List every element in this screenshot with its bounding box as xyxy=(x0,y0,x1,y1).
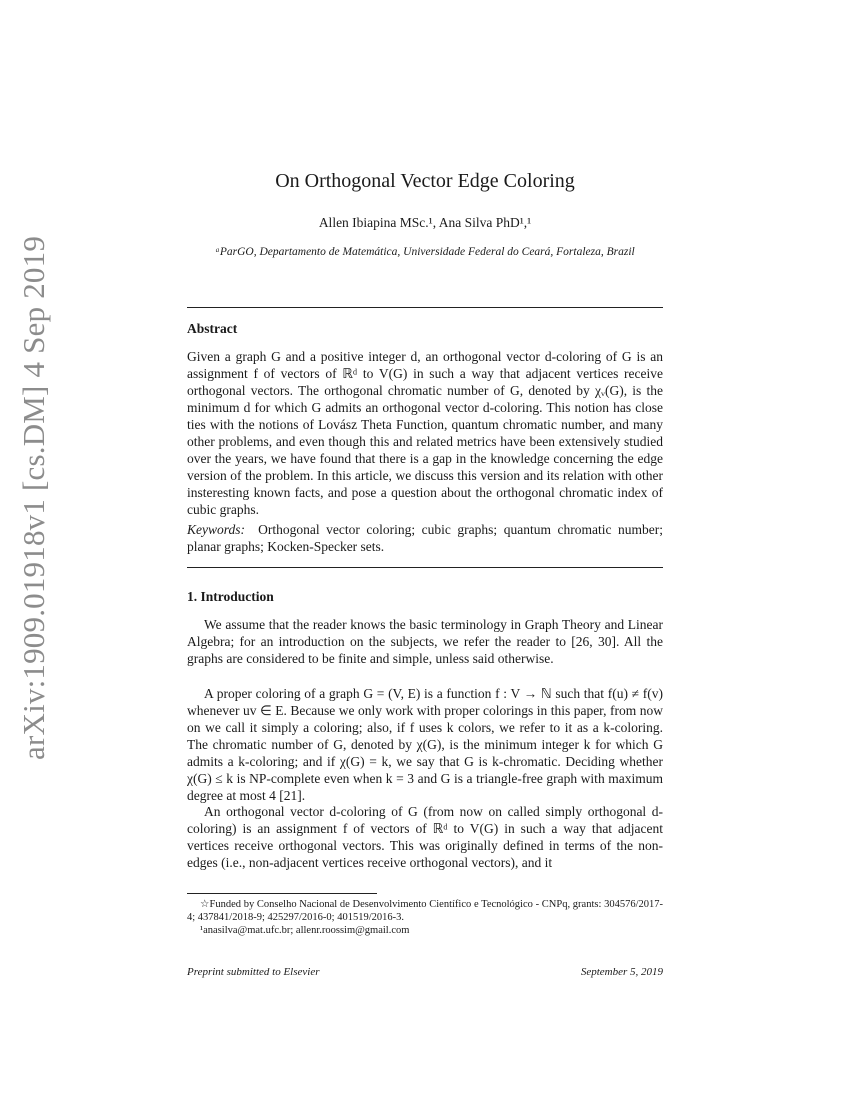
email-footnote: ¹anasilva@mat.ufc.br; allenr.roossim@gmail.com xyxy=(200,925,410,936)
abstract-bottom-rule xyxy=(187,567,663,568)
intro-paragraph-2: A proper coloring of a graph G = (V, E) is a function f : V → ℕ such that f(u) ≠ f(v) whenever uv ∈ E. Because we only work with proper colorings in this paper, from now on we call it simply a coloring; also, if f uses k colors, we refer to it as a k-coloring. The chromatic number of G, denoted by χ(G), is the minimum integer k for which G admits a k-coloring; and if χ(G) = k, we say that G is k-chromatic. Deciding whether χ(G) ≤ k is NP-complete even when k = 3 and G is a triangle-free graph with maximum degree at most 4 [21]. xyxy=(187,686,663,803)
intro-paragraph-3: An orthogonal vector d-coloring of G (from now on called simply orthogonal d-coloring) is an assignment f of vectors of ℝᵈ to V(G) in such a way that adjacent vertices receive orthogonal vectors. This was originally defined in terms of the non-edges (i.e., non-adjacent vertices receive orthogonal vectors), and it xyxy=(187,804,663,870)
abstract-text: Given a graph G and a positive integer d, an orthogonal vector d-coloring of G is an assignment f of vectors of ℝᵈ to V(G) in such a way that adjacent vertices receive orthogonal vectors. The orthogonal chromatic number of G, denoted by χᵥ(G), is the minimum d for which G admits an orthogonal vector d-coloring. This notion has close ties with the notions of Lovász Theta Function, quantum chromatic number, and many other problems, and even though this and related metrics have been extensively studied over the years, we have found that there is a gap in the knowledge concerning the edge version of the problem. In this article, we discuss this version and its relation with other insteresting known facts, and pose a question about the orthogonal chromatic index of cubic graphs. xyxy=(187,349,663,517)
intro-paragraph-1: We assume that the reader knows the basic terminology in Graph Theory and Linear Algebra; for an introduction on the subjects, we refer the reader to [26, 30]. All the graphs are considered to be finite and simple, unless said otherwise. xyxy=(187,617,663,666)
introduction-heading: 1. Introduction xyxy=(187,589,274,604)
abstract-heading: Abstract xyxy=(187,321,238,336)
funding-footnote: ☆Funded by Conselho Nacional de Desenvolvimento Científico e Tecnológico - CNPq, grants: 304576/2017-4; 437841/2018-9; 425297/2016-0; 401519/2016-3. xyxy=(187,899,663,923)
keywords-label: Keywords: xyxy=(187,522,245,537)
footer-preprint-note: Preprint submitted to Elsevier xyxy=(187,966,320,978)
footnote-rule xyxy=(187,893,377,894)
abstract-top-rule xyxy=(187,307,663,308)
footer-date: September 5, 2019 xyxy=(580,966,663,978)
paper-title: On Orthogonal Vector Edge Coloring xyxy=(275,170,575,192)
author-list: Allen Ibiapina MSc.¹, Ana Silva PhD¹,¹ xyxy=(318,215,532,230)
arxiv-identifier: arXiv:1909.01918v1 [cs.DM] 4 Sep 2019 xyxy=(16,235,51,760)
keywords-line xyxy=(187,521,663,555)
author-affiliation: ᵃParGO, Departamento de Matemática, Universidade Federal do Ceará, Fortaleza, Brazil xyxy=(215,246,635,258)
keywords-text: Orthogonal vector coloring; cubic graphs; quantum chromatic number; planar graphs; Kocken-Specker sets. xyxy=(187,522,663,554)
